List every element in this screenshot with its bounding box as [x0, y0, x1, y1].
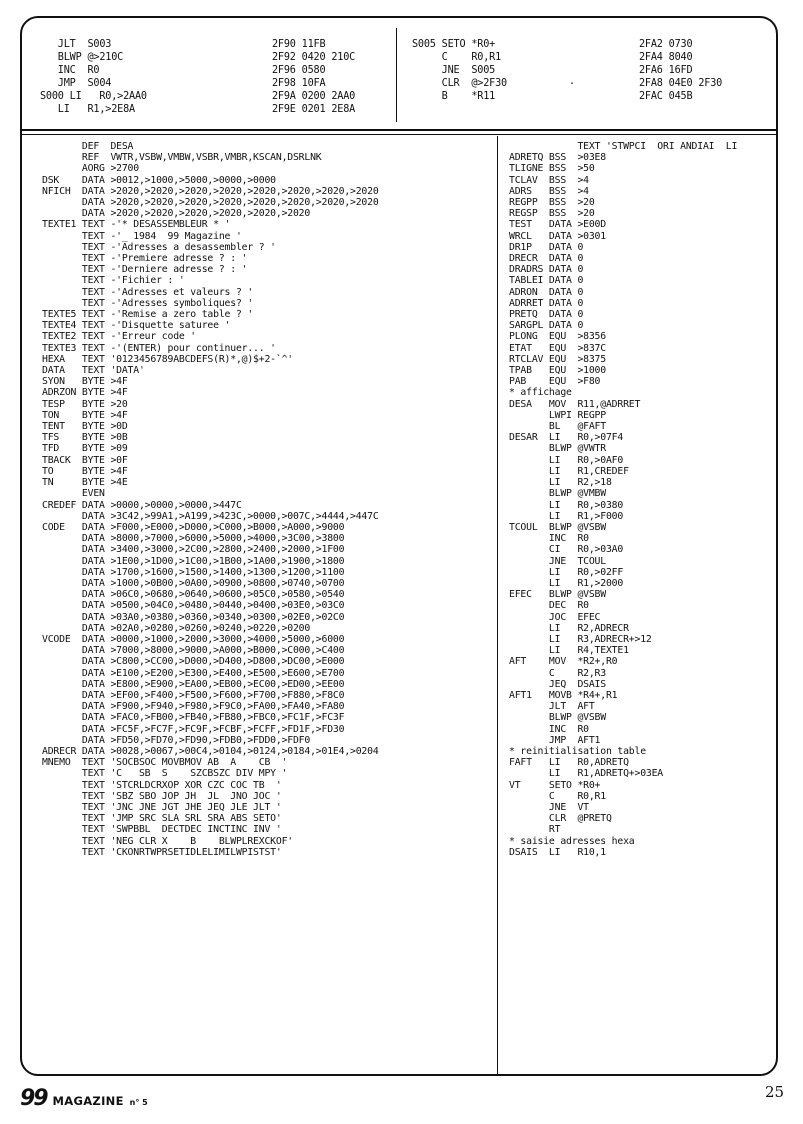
top-right-addresses: 2FA2 0730 2FA4 8040 2FA6 16FD 2FA8 04E0 2F30 2FAC 045B: [639, 38, 723, 102]
top-column-divider: [396, 28, 397, 122]
magazine-logo: [20, 1086, 148, 1111]
left-column-listing: DEF DESA REF VWTR,VSBW,VMBW,VSBR,VMBR,KSCAN,DSRLNK AORG >2700 DSK DATA >0012,>1000,>5000,>0000,>0000 NFICH DATA >2020,>2020,>2020,>2020,>2020,>2020,>2020,>2020 DATA >2020,>2020,>2020,>2020,>2020,>2020,>2020,>2020 DATA >2020,>2020,>2020,>2020,>2020,>2020 TEXTE1 TEXT -'* DESASSEMBLEUR * ' TEXT -'_ 1984 99 Magazine ' TEXT -'Adresses a desassembler ? ' TEXT -'Premiere adresse ? : ' TEXT -'Derniere adresse ? : ' TEXT -'Fichier : ' TEXT -'Adresses et valeurs ? ' TEXT -'Adresses symboliques? ' TEXTE5 TEXT -'Remise a zero table ? ' TEXTE4 TEXT -'Disquette saturee ' TEXTE2 TEXT -'Erreur code ' TEXTE3 TEXT -'(ENTER) pour continuer... ' HEXA TEXT '0123456789ABCDEFS(R)*,@)$+2-`^' DATA TEXT 'DATA' SYON BYTE >4F ADRZON BYTE >4F TESP BYTE >20 TON BYTE >4F TENT BYTE >0D TFS BYTE >0B TFD BYTE >09 TBACK BYTE >0F TO BYTE >4F TN BYTE >4E EVEN CREDEF DATA >0000,>0000,>0000,>447C DATA >3C42,>99A1,>A199,>423C,>0000,>007C,>4444,>447C CODE DATA >F000,>E000,>D000,>C000,>B000,>A000,>9000 DATA >8000,>7000,>6000,>5000,>4000,>3C00,>3800 DATA >3400,>3000,>2C00,>2800,>2400,>2000,>1F00 DATA >1E00,>1D00,>1C00,>1B00,>1A00,>1900,>1800 DATA >1700,>1600,>1500,>1400,>1300,>1200,>1100 DATA >1000,>0B00,>0A00,>0900,>0800,>0740,>0700 DATA >06C0,>0680,>0640,>0600,>05C0,>0580,>0540 DATA >0500,>04C0,>0480,>0440,>0400,>03E0,>03C0 DATA >03A0,>0380,>0360,>0340,>0300,>02E0,>02C0 DATA >02A0,>0280,>0260,>0240,>0220,>0200 VCODE DATA >0000,>1000,>2000,>3000,>4000,>5000,>6000 DATA >7000,>8000,>9000,>A000,>B000,>C000,>C400 DATA >C800,>CC00,>D000,>D400,>D800,>DC00,>E000 DATA >E100,>E200,>E300,>E400,>E500,>E600,>E700 DATA >E800,>E900,>EA00,>EB00,>EC00,>ED00,>EE00 DATA >EF00,>F400,>F500,>F600,>F700,>F880,>F8C0 DATA >F900,>F940,>F980,>F9C0,>FA00,>FA40,>FA80 DATA >FAC0,>FB00,>FB40,>FB80,>FBC0,>FC1F,>FC3F DATA >FC5F,>FC7F,>FC9F,>FCBF,>FCFF,>FD1F,>FD30 DATA >FD50,>FD70,>FD90,>FDB0,>FDD0,>FDF0 ADRECR DATA >0028,>0067,>00C4,>0104,>0124,>0184,>01E4,>0204 MNEMO TEXT 'SOCBSOC MOVBMOV AB A CB ' TEXT 'C SB S SZCBSZC DIV MPY ' TEXT 'STCRLDCRXOP XOR CZC COC TB ' TEXT 'SBZ SBO JOP JH JL JNO JOC ' TEXT 'JNC JNE JGT JHE JEQ JLE JLT ' TEXT 'JMP SRC SLA SRL SRA ABS SETO' TEXT 'SWPBBL DECTDEC INCTINC INV ' TEXT 'NEG CLR X B BLWPLREXCKOF' TEXT 'CKONRTWPRSETIDLELIMILWPISTST': [42, 141, 379, 858]
top-left-addresses: 2F90 11FB 2F92 0420 210C 2F96 0580 2F98 10FA 2F9A 0200 2AA0 2F9E 0201 2E8A: [272, 38, 356, 115]
logo-magazine-word: MAGAZINE: [52, 1094, 124, 1108]
top-right-dot: .: [569, 75, 575, 87]
issue-number: n° 5: [129, 1098, 148, 1107]
page-number: 25: [765, 1083, 785, 1101]
top-section-rule-2: [22, 134, 776, 135]
top-left-code: JLT S003 BLWP @>210C INC R0 JMP S004 S000 LI R0,>2AA0 LI R1,>2E8A: [40, 38, 147, 115]
column-divider: [497, 136, 498, 1074]
top-right-code: S005 SETO *R0+ C R0,R1 JNE S005 CLR @>2F30 B *R11: [412, 38, 507, 102]
top-section-rule: [22, 129, 776, 131]
right-column-listing: TEXT 'STWPCI ORI ANDIAI LI ADRETQ BSS >03E8 TLIGNE BSS >50 TCLAV BSS >4 ADRS BSS >4 REGPP BSS >20 REGSP BSS >20 TEST DATA >E00D WRCL DATA >0301 DR1P DATA 0 DRECR DATA 0 DRADRS DATA 0 TABLEI DATA 0 ADRON DATA 0 ADRRET DATA 0 PRETQ DATA 0 SARGPL DATA 0 PLONG EQU >8356 ETAT EQU >837C RTCLAV EQU >8375 TPAB EQU >1000 PAB EQU >F80 * affichage DESA MOV R11,@ADRRET LWPI REGPP BL @FAFT DESAR LI R0,>07F4 BLWP @VWTR LI R0,>0AF0 LI R1,CREDEF LI R2,>18 BLWP @VMBW LI R0,>0380 LI R1,>F000 TCOUL BLWP @VSBW INC R0 CI R0,>03A0 JNE TCOUL LI R0,>02FF LI R1,>2000 EFEC BLWP @VSBW DEC R0 JOC EFEC LI R2,ADRECR LI R3,ADRECR+>12 LI R4,TEXTE1 AFT MOV *R2+,R0 C R2,R3 JEQ DSAIS AFT1 MOVB *R4+,R1 JLT AFT BLWP @VSBW INC R0 JMP AFT1 * reinitialisation table FAFT LI R0,ADRETQ LI R1,ADRETQ+>03EA VT SETO *R0+ C R0,R1 JNE VT CLR @PRETQ RT * saisie adresses hexa DSAIS LI R10,1: [509, 141, 738, 858]
logo-99: 99: [20, 1086, 47, 1111]
